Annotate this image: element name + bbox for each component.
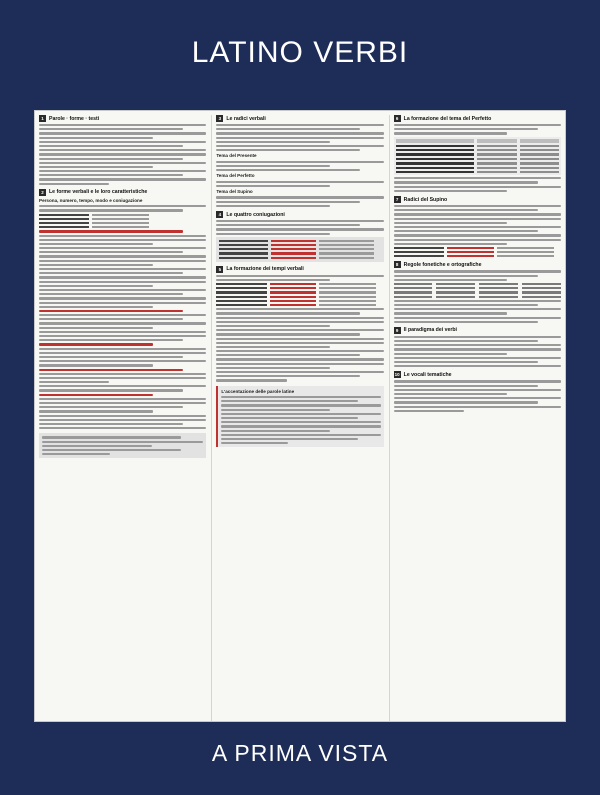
sheet-column-2 bbox=[211, 115, 383, 721]
section-heading bbox=[216, 115, 383, 122]
section-parole bbox=[39, 115, 206, 185]
subsection-title: Tema del Perfetto bbox=[216, 173, 255, 179]
section-formazione-tempi bbox=[216, 266, 383, 382]
section-heading bbox=[216, 211, 383, 218]
subsection-title: Persona, numero, tempo, modo e coniugazione bbox=[39, 197, 143, 203]
section-heading bbox=[394, 196, 561, 203]
section-paradigma bbox=[394, 327, 561, 368]
section-title: Il paradigma dei verbi bbox=[403, 327, 457, 334]
box-title: L'accentazione delle parole latine bbox=[221, 388, 295, 394]
cover-title: LATINO VERBI bbox=[191, 36, 409, 69]
section-number: 2 bbox=[39, 189, 46, 196]
accentazione-box bbox=[216, 386, 383, 448]
cover-subtitle: A PRIMA VISTA bbox=[211, 740, 389, 766]
section-title: Le radici verbali bbox=[226, 115, 266, 122]
perfetto-table bbox=[394, 137, 561, 176]
section-title: La formazione del tema del Perfetto bbox=[403, 115, 492, 122]
section-heading bbox=[216, 266, 383, 273]
coniugazioni-box bbox=[216, 237, 383, 262]
section-heading bbox=[39, 189, 206, 196]
section-number: 3 bbox=[216, 115, 223, 122]
section-number: 10 bbox=[394, 372, 400, 378]
regole-grid bbox=[394, 283, 561, 298]
section-title: Radici del Supino bbox=[403, 196, 448, 203]
section-heading bbox=[394, 261, 561, 268]
section-supino bbox=[394, 196, 561, 257]
section-regole bbox=[394, 261, 561, 322]
section-number: 1 bbox=[39, 115, 46, 122]
section-title: La formazione dei tempi verbali bbox=[226, 266, 304, 273]
section-title: Le vocali tematiche bbox=[403, 371, 452, 378]
section-radici bbox=[216, 115, 383, 207]
section-forme-verbali bbox=[39, 189, 206, 430]
reference-sheet bbox=[34, 110, 566, 722]
sheet-column-1 bbox=[39, 115, 206, 721]
section-number: 6 bbox=[394, 115, 401, 122]
section-vocali bbox=[394, 371, 561, 412]
section-heading bbox=[39, 115, 206, 122]
section-heading bbox=[394, 327, 561, 334]
section-number: 8 bbox=[394, 261, 401, 268]
section-tema-perfetto bbox=[394, 115, 561, 192]
section-number: 4 bbox=[216, 211, 223, 218]
subsection-title: Tema del Presente bbox=[216, 153, 257, 159]
section-title: Le quattro coniugazioni bbox=[226, 211, 285, 218]
section-heading bbox=[394, 371, 561, 378]
persona-table bbox=[39, 214, 206, 229]
subsection-title: Tema del Supino bbox=[216, 189, 253, 195]
note-box bbox=[39, 433, 206, 458]
section-number: 7 bbox=[394, 196, 401, 203]
section-number: 9 bbox=[394, 327, 401, 334]
section-heading bbox=[394, 115, 561, 122]
section-title: Le forme verbali e le loro caratteristiche bbox=[49, 189, 148, 196]
sheet-column-3 bbox=[389, 115, 561, 721]
section-title: Regole fonetiche e ortografiche bbox=[403, 261, 482, 268]
section-title: Parole · forme · testi bbox=[49, 115, 100, 122]
section-coniugazioni bbox=[216, 211, 383, 262]
section-number: 5 bbox=[216, 266, 223, 273]
